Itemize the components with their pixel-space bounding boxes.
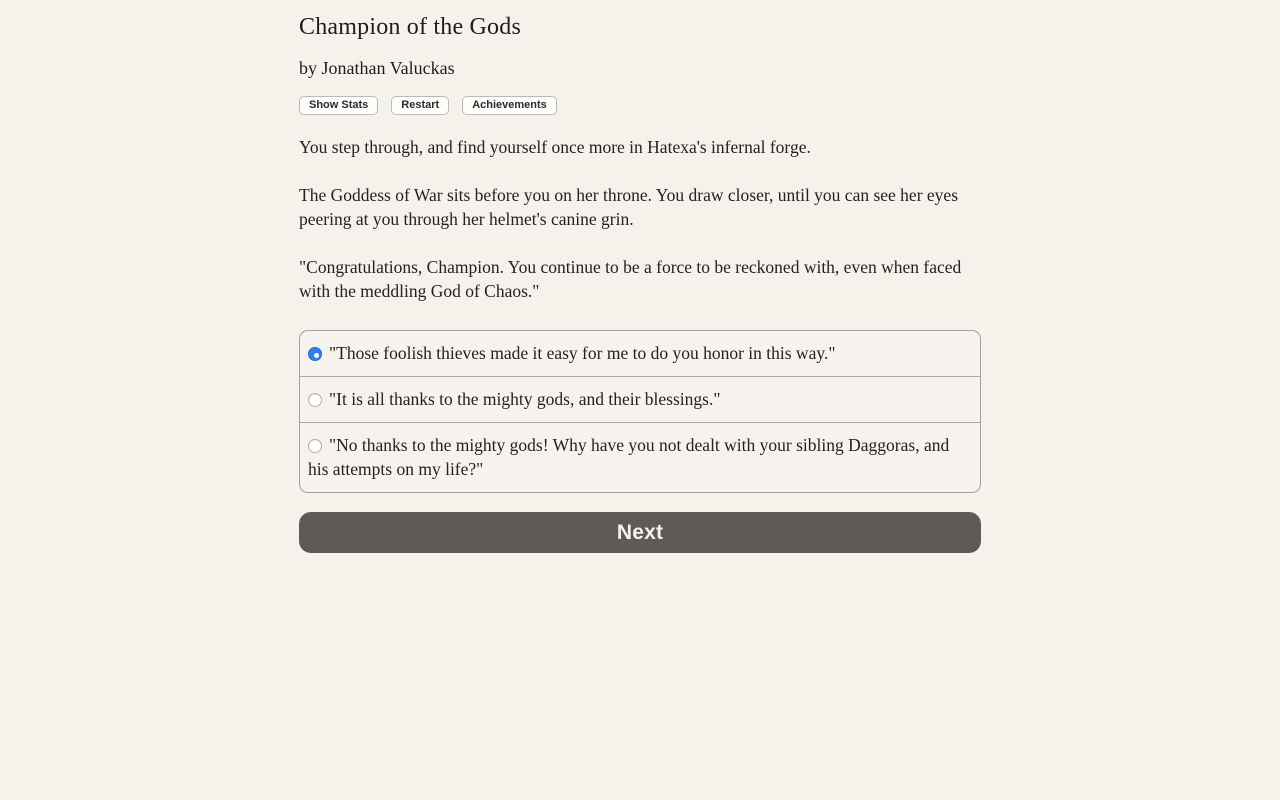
option-label: "Those foolish thieves made it easy for me to do you honor in this way." <box>329 343 836 363</box>
option-label: "It is all thanks to the mighty gods, and their blessings." <box>329 389 721 409</box>
next-button[interactable]: Next <box>299 512 981 553</box>
radio-button-icon[interactable] <box>308 439 322 453</box>
option-row[interactable] <box>300 331 980 377</box>
page-title: Champion of the Gods <box>299 14 521 40</box>
option-row[interactable] <box>300 377 980 423</box>
toolbar <box>299 96 981 115</box>
story-paragraph: You step through, and find yourself once more in Hatexa's infernal forge. <box>299 137 811 157</box>
restart-button[interactable]: Restart <box>391 96 449 115</box>
story-paragraph: "Congratulations, Champion. You continue to be a force to be reckoned with, even when faced with the meddling God of Chaos." <box>299 257 962 301</box>
story-paragraph: The Goddess of War sits before you on her throne. You draw closer, until you can see her eyes peering at you through her helmet's canine grin. <box>299 185 959 229</box>
story-text <box>299 135 981 303</box>
achievements-button[interactable]: Achievements <box>462 96 557 115</box>
choice-options-group <box>299 330 981 493</box>
radio-button-icon[interactable] <box>308 393 322 407</box>
option-row[interactable] <box>300 423 980 492</box>
page-author: by Jonathan Valuckas <box>299 58 455 78</box>
game-content <box>299 0 981 553</box>
radio-button-icon[interactable] <box>308 347 322 361</box>
show-stats-button[interactable]: Show Stats <box>299 96 378 115</box>
option-label: "No thanks to the mighty gods! Why have you not dealt with your sibling Daggoras, and his attempts on my life?" <box>308 435 950 479</box>
